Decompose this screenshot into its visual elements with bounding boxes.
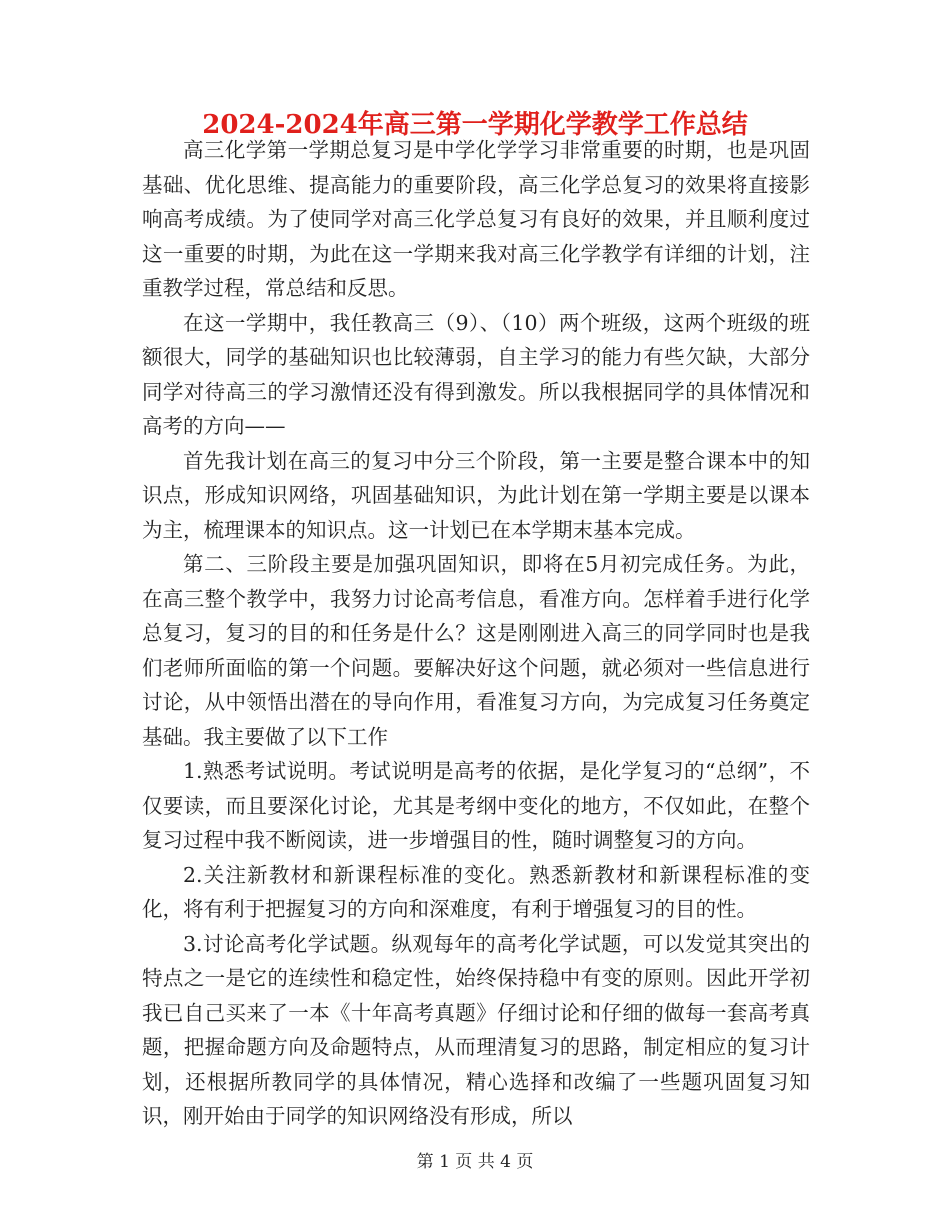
- page-number-footer: 第 1 页 共 4 页: [416, 1152, 534, 1172]
- paragraph-first-stage: 首先我计划在高三的复习中分三个阶段，第一主要是整合课本中的知识点，形成知识网络，巩固基础知识，为此计划在第一学期主要是以课本为主，梳理课本的知识点。这一计划已在本学期末基本完成。: [142, 448, 810, 542]
- paragraph-item-1: 1.熟悉考试说明。考试说明是高考的依据，是化学复习的“总纲”，不仅要读，而且要深化讨论，尤其是考纲中变化的地方，不仅如此，在整个复习过程中我不断阅读，进一步增强目的性，随时调整复习的方向。: [142, 759, 810, 852]
- paragraph-class-situation: 在这一学期中，我任教高三（9）、（10）两个班级，这两个班级的班额很大，同学的基础知识也比较薄弱，自主学习的能力有些欠缺，大部分同学对待高三的学习激情还没有得到激发。所以我根据同学的具体情况和高考的方向——: [142, 310, 810, 438]
- document-body: [142, 133, 810, 1134]
- paragraph-second-third-stage: 第二、三阶段主要是加强巩固知识，即将在5月初完成任务。为此，在高三整个教学中，我努力讨论高考信息，看准方向。怎样着手进行化学总复习，复习的目的和任务是什么？这是刚刚进入高三的同学同时也是我们老师所面临的第一个问题。要解决好这个问题，就必须对一些信息进行讨论，从中领悟出潜在的导向作用，看准复习方向，为完成复习任务奠定基础。我主要做了以下工作: [142, 552, 810, 749]
- document-title: 2024-2024年高三第一学期化学教学工作总结: [202, 110, 748, 140]
- paragraph-intro: 高三化学第一学期总复习是中学化学学习非常重要的时期，也是巩固基础、优化思维、提高能力的重要阶段，高三化学总复习的效果将直接影响高考成绩。为了使同学对高三化学总复习有良好的效果，并且顺利度过这一重要的时期，为此在这一学期来我对高三化学教学有详细的计划，注重教学过程，常总结和反思。: [142, 138, 810, 300]
- paragraph-item-2: 2.关注新教材和新课程标准的变化。熟悉新教材和新课程标准的变化，将有利于把握复习的方向和深难度，有利于增强复习的目的性。: [142, 862, 810, 921]
- paragraph-item-3: 3.讨论高考化学试题。纵观每年的高考化学试题，可以发觉其突出的特点之一是它的连续性和稳定性，始终保持稳中有变的原则。因此开学初我已自己买来了一本《十年高考真题》仔细讨论和仔细的做每一套高考真题，把握命题方向及命题特点，从而理清复习的思路，制定相应的复习计划，还根据所教同学的具体情况，精心选择和改编了一些题巩固复习知识，刚开始由于同学的知识网络没有形成，所以: [142, 931, 810, 1128]
